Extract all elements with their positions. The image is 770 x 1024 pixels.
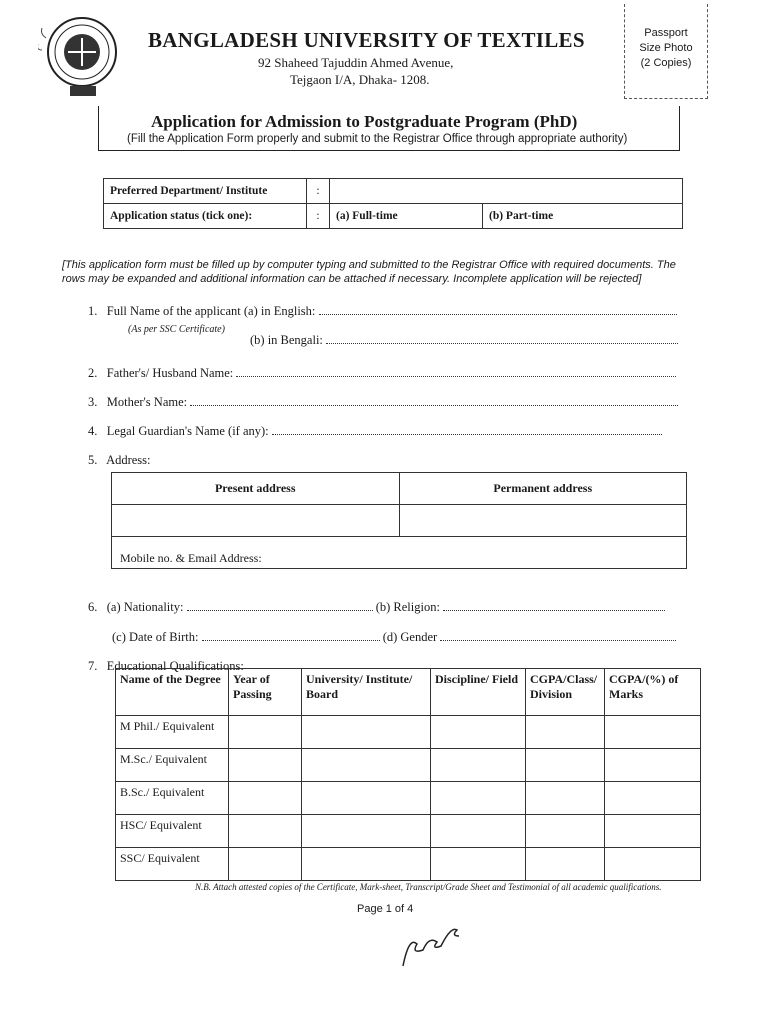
passport-photo-box — [624, 4, 708, 99]
father-name-input[interactable] — [236, 367, 676, 377]
field-label: Father's/ Husband Name: — [106, 366, 234, 380]
field-label: Legal Guardian's Name (if any): — [106, 424, 269, 438]
nationality-input[interactable] — [187, 601, 373, 611]
year-input[interactable] — [229, 782, 302, 815]
table-row — [116, 716, 701, 749]
gender-input[interactable] — [440, 631, 676, 641]
header-degree: Name of the Degree — [116, 669, 229, 716]
field-label: Address: — [106, 453, 151, 467]
contact-label: Mobile no. & Email Address: — [120, 551, 262, 565]
cgpa-class-input[interactable] — [526, 815, 605, 848]
header-cgpa-class: CGPA/Class/ Division — [526, 669, 605, 716]
header-cgpa-marks: CGPA/(%) of Marks — [605, 669, 701, 716]
ssc-note: (As per SSC Certificate) — [128, 324, 225, 335]
address-line-1: 92 Shaheed Tajuddin Ahmed Avenue, — [258, 55, 454, 70]
full-name-bengali-input[interactable] — [326, 334, 678, 344]
handwritten-signature — [395, 922, 475, 977]
dept-label: Preferred Department/ Institute — [104, 179, 307, 204]
instruction-note: [This application form must be filled up by computer typing and submitted to the Registrar Office with required documents. The rows may be expanded and additional information can be attached if necessary. Incomplete application will be rejected] — [62, 259, 676, 285]
field-mother-name — [88, 395, 678, 410]
field-number: 6. — [88, 600, 98, 614]
mother-name-input[interactable] — [190, 396, 678, 406]
field-number: 4. — [88, 424, 98, 438]
field-address — [88, 453, 151, 468]
field-father-name — [88, 366, 676, 381]
cgpa-class-input[interactable] — [526, 848, 605, 881]
field-number: 1. — [88, 304, 98, 318]
university-input[interactable] — [302, 848, 431, 881]
address-line-2: Tejgaon I/A, Dhaka- 1208. — [290, 72, 430, 87]
colon: : — [307, 204, 330, 229]
present-address-header: Present address — [112, 473, 400, 505]
dob-input[interactable] — [202, 631, 380, 641]
field-label: (a) Nationality: — [106, 600, 184, 614]
cgpa-class-input[interactable] — [526, 716, 605, 749]
permanent-address-input[interactable] — [399, 505, 687, 537]
photo-label-3: (2 Copies) — [640, 57, 692, 69]
discipline-input[interactable] — [431, 749, 526, 782]
cgpa-marks-input[interactable] — [605, 848, 701, 881]
cgpa-marks-input[interactable] — [605, 749, 701, 782]
cgpa-marks-input[interactable] — [605, 716, 701, 749]
table-row — [116, 782, 701, 815]
address-table — [111, 472, 687, 569]
year-input[interactable] — [229, 749, 302, 782]
university-input[interactable] — [302, 749, 431, 782]
field-nationality-religion — [88, 600, 665, 615]
field-label: (d) Gender — [382, 630, 438, 644]
year-input[interactable] — [229, 848, 302, 881]
field-label: Full Name of the applicant (a) in English: — [106, 304, 316, 318]
full-name-english-input[interactable] — [319, 305, 677, 315]
table-row — [116, 848, 701, 881]
discipline-input[interactable] — [431, 815, 526, 848]
cgpa-marks-input[interactable] — [605, 782, 701, 815]
header-discipline: Discipline/ Field — [431, 669, 526, 716]
full-time-option[interactable]: (a) Full-time — [330, 204, 483, 229]
header-university: University/ Institute/ Board — [302, 669, 431, 716]
field-number: 7. — [88, 659, 98, 673]
university-logo — [38, 8, 118, 100]
header-year: Year of Passing — [229, 669, 302, 716]
part-time-option[interactable]: (b) Part-time — [483, 204, 683, 229]
cgpa-class-input[interactable] — [526, 782, 605, 815]
field-label: (b) Religion: — [375, 600, 440, 614]
form-title: Application for Admission to Postgraduate Program (PhD) — [151, 112, 578, 131]
year-input[interactable] — [229, 815, 302, 848]
year-input[interactable] — [229, 716, 302, 749]
discipline-input[interactable] — [431, 716, 526, 749]
photo-label-2: Size Photo — [639, 42, 693, 54]
field-label: Mother's Name: — [106, 395, 188, 409]
field-label: (b) in Bengali: — [250, 333, 323, 347]
discipline-input[interactable] — [431, 848, 526, 881]
form-subtitle: (Fill the Application Form properly and submit to the Registrar Office through appropriate authority) — [127, 133, 628, 145]
degree-cell: M.Sc./ Equivalent — [116, 749, 229, 782]
cgpa-marks-input[interactable] — [605, 815, 701, 848]
university-input[interactable] — [302, 815, 431, 848]
form-title-box — [98, 106, 680, 151]
religion-input[interactable] — [443, 601, 665, 611]
discipline-input[interactable] — [431, 782, 526, 815]
degree-cell: HSC/ Equivalent — [116, 815, 229, 848]
field-label: (c) Date of Birth: — [112, 630, 199, 644]
status-label: Application status (tick one): — [104, 204, 307, 229]
field-number: 3. — [88, 395, 98, 409]
present-address-input[interactable] — [112, 505, 400, 537]
contact-row[interactable] — [112, 537, 687, 569]
permanent-address-header: Permanent address — [399, 473, 687, 505]
degree-cell: M Phil./ Equivalent — [116, 716, 229, 749]
university-name: BANGLADESH UNIVERSITY OF TEXTILES — [148, 28, 585, 52]
degree-cell: SSC/ Equivalent — [116, 848, 229, 881]
dept-input[interactable] — [330, 179, 683, 204]
page-number: Page 1 of 4 — [357, 903, 414, 915]
nb-note: N.B. Attach attested copies of the Certificate, Mark-sheet, Transcript/Grade Sheet and Testimonial of all academic qualifications. — [195, 882, 662, 892]
field-guardian-name — [88, 424, 662, 439]
table-row — [116, 815, 701, 848]
field-full-name-english — [88, 304, 677, 319]
field-number: 5. — [88, 453, 98, 467]
field-number: 2. — [88, 366, 98, 380]
guardian-name-input[interactable] — [272, 425, 662, 435]
colon: : — [307, 179, 330, 204]
degree-cell: B.Sc./ Equivalent — [116, 782, 229, 815]
preference-table — [103, 178, 683, 229]
field-label: Educational Qualifications: — [106, 659, 244, 673]
university-input[interactable] — [302, 716, 431, 749]
education-table — [115, 668, 701, 881]
cgpa-class-input[interactable] — [526, 749, 605, 782]
field-full-name-bengali — [250, 333, 678, 348]
table-row — [116, 749, 701, 782]
university-input[interactable] — [302, 782, 431, 815]
photo-label-1: Passport — [644, 27, 688, 39]
field-dob-gender — [112, 630, 676, 645]
